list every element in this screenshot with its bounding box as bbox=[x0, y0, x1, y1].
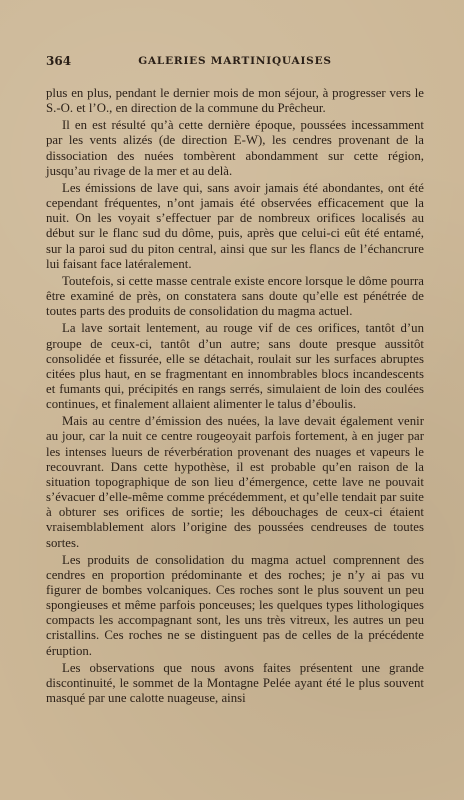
body-text bbox=[46, 86, 424, 706]
paragraph: Mais au centre d’émission des nuées, la lave devait également venir au jour, car la nuit ce centre rougeoyait parfois fortement, à en juger par les intenses lueurs de réverbération provenant des nuages et vapeurs le recouvrant. Dans cette hypothèse, il est probable qu’en raison de la situation topographique de son lieu d’émergence, cette lave ne pouvait s’évacuer d’elle-même comme précédemment, et qu’elle tendait par suite à obturer ses orifices de sortie; les débouchages de ceux-ci étaient vraisemblablement alors l’origine des poussées cendreuses de toutes sortes. bbox=[46, 414, 424, 550]
running-title: GALERIES MARTINIQUAISES bbox=[138, 55, 332, 67]
page-number: 364 bbox=[46, 54, 72, 68]
paragraph: La lave sortait lentement, au rouge vif de ces orifices, tantôt d’un groupe de ceux-ci, tantôt d’un autre; sans doute presque aussitôt consolidée et fissurée, elle se détachait, roulait sur les surfaces abruptes citées plus haut, en se fragmentant en innombrables blocs incandescents et fumants qui, précipités en rangs serrés, simulaient de loin des coulées continues, et finalement allaient alimenter le talus d’éboulis. bbox=[46, 321, 424, 412]
paragraph: Il en est résulté qu’à cette dernière époque, poussées incessamment par les vents alizés (de direction E-W), les cendres provenant de la dissociation des nuées tombèrent abondamment sur cette région, jusqu’au rivage de la mer et au delà. bbox=[46, 118, 424, 178]
paragraph: Toutefois, si cette masse centrale existe encore lorsque le dôme pourra être examiné de près, on constatera sans doute qu’elle est pénétrée de toutes parts des produits de consolidation du magma actuel. bbox=[46, 273, 424, 319]
paragraph: Les produits de consolidation du magma actuel comprennent des cendres en proportion prédominante et des roches; je n’y ai pas vu figurer de bombes volcaniques. Ces roches sont le plus souvent un peu spongieuses et même parfois ponceuses; les quelques types lithologiques compacts les accompagnant sont, les uns très vitreux, les autres un peu cristallins. Ces roches ne se distinguent pas de celles de la précédente éruption. bbox=[46, 552, 424, 658]
paragraph-continuation: plus en plus, pendant le dernier mois de mon séjour, à progresser vers le S.-O. et l’O., en direction de la commune du Prêcheur. bbox=[46, 86, 424, 116]
paragraph: Les observations que nous avons faites présentent une grande discontinuité, le sommet de la Montagne Pelée ayant été le plus souvent masqué par une calotte nuageuse, ainsi bbox=[46, 660, 424, 706]
paragraph: Les émissions de lave qui, sans avoir jamais été abondantes, ont été cependant fréquentes, n’ont jamais été observées efficacement que la nuit. On les voyait s’effectuer par de nombreux orifices localisés au début sur le flanc sud du dôme, puis, après que celui-ci eût été entamé, sur la paroi sud du piton central, ainsi que sur les flancs de l’échancrure lui faisant face latéralement. bbox=[46, 180, 424, 271]
page-header bbox=[46, 52, 424, 70]
